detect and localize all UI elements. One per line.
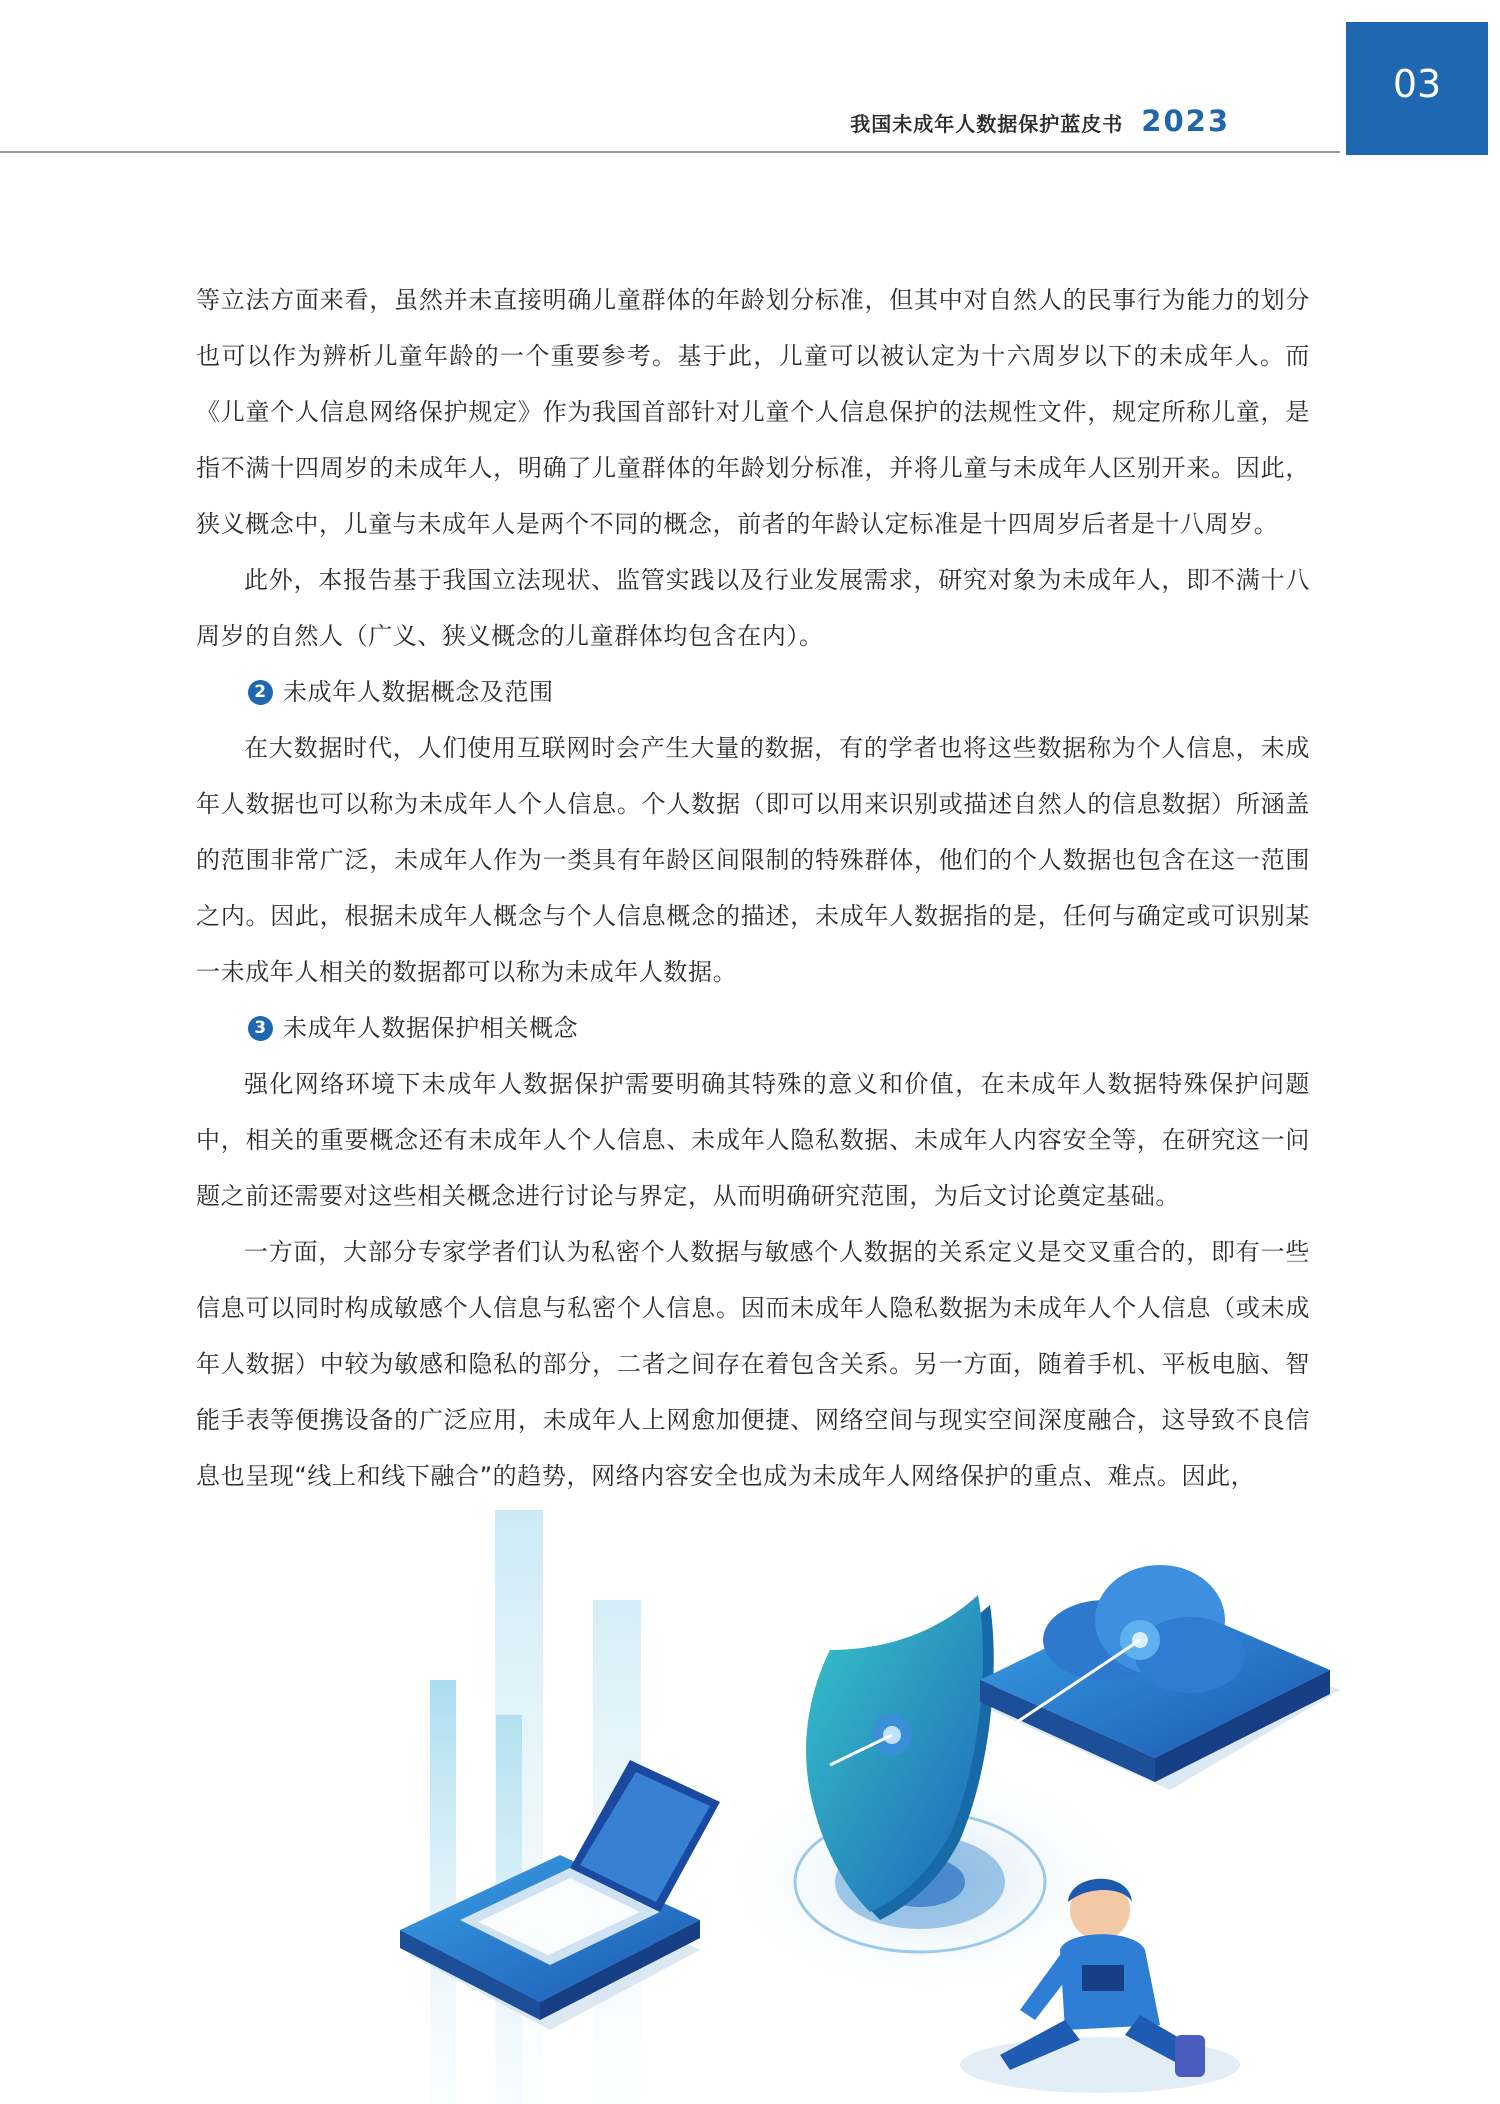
document-year: 2023: [1141, 104, 1230, 138]
page-number: 03: [1392, 61, 1442, 106]
section-title: 未成年人数据保护相关概念: [283, 1014, 579, 1042]
data-protection-illustration: [400, 1510, 1360, 2104]
paragraph-2: 此外，本报告基于我国立法现状、监管实践以及行业发展需求，研究对象为未成年人，即不满十八周岁的自然人（广义、狭义概念的儿童群体均包含在内）。: [196, 566, 1310, 650]
page-number-tab: [1346, 22, 1488, 155]
section-number-badge: 3: [248, 1016, 273, 1041]
body-text: [196, 272, 1310, 1504]
paragraph-5: 一方面，大部分专家学者们认为私密个人数据与敏感个人数据的关系定义是交叉重合的，即有一些信息可以同时构成敏感个人信息与私密个人信息。因而未成年人隐私数据为未成年人个人信息（或未成年人数据）中较为敏感和隐私的部分，二者之间存在着包含关系。另一方面，随着手机、平板电脑、智能手表等便携设备的广泛应用，未成年人上网愈加便捷、网络空间与现实空间深度融合，这导致不良信息也呈现“线上和线下融合”的趋势，网络内容安全也成为未成年人网络保护的重点、难点。因此，: [196, 1238, 1310, 1490]
section-title: 未成年人数据概念及范围: [283, 678, 554, 706]
paragraph-1: 等立法方面来看，虽然并未直接明确儿童群体的年龄划分标准，但其中对自然人的民事行为能力的划分也可以作为辨析儿童年龄的一个重要参考。基于此，儿童可以被认定为十六周岁以下的未成年人。而《儿童个人信息网络保护规定》作为我国首部针对儿童个人信息保护的法规性文件，规定所称儿童，是指不满十四周岁的未成年人，明确了儿童群体的年龄划分标准，并将儿童与未成年人区别开来。因此，狭义概念中，儿童与未成年人是两个不同的概念，前者的年龄认定标准是十四周岁后者是十八周岁。: [196, 286, 1310, 538]
document-title: 我国未成年人数据保护蓝皮书: [850, 112, 1124, 136]
paragraph-4: 强化网络环境下未成年人数据保护需要明确其特殊的意义和价值，在未成年人数据特殊保护问题中，相关的重要概念还有未成年人个人信息、未成年人隐私数据、未成年人内容安全等，在研究这一问题之前还需要对这些相关概念进行讨论与界定，从而明确研究范围，为后文讨论奠定基础。: [196, 1070, 1310, 1210]
section-number-badge: 2: [248, 680, 273, 705]
section-heading-2: [196, 664, 1310, 720]
section-heading-3: [196, 1000, 1310, 1056]
running-header: [850, 104, 1230, 138]
cloud-icon: [980, 1565, 1340, 1790]
header-rule: [0, 151, 1340, 153]
paragraph-3: 在大数据时代，人们使用互联网时会产生大量的数据，有的学者也将这些数据称为个人信息，未成年人数据也可以称为未成年人个人信息。个人数据（即可以用来识别或描述自然人的信息数据）所涵盖的范围非常广泛，未成年人作为一类具有年龄区间限制的特殊群体，他们的个人数据也包含在这一范围之内。因此，根据未成年人概念与个人信息概念的描述，未成年人数据指的是，任何与确定或可识别某一未成年人相关的数据都可以称为未成年人数据。: [196, 734, 1310, 986]
